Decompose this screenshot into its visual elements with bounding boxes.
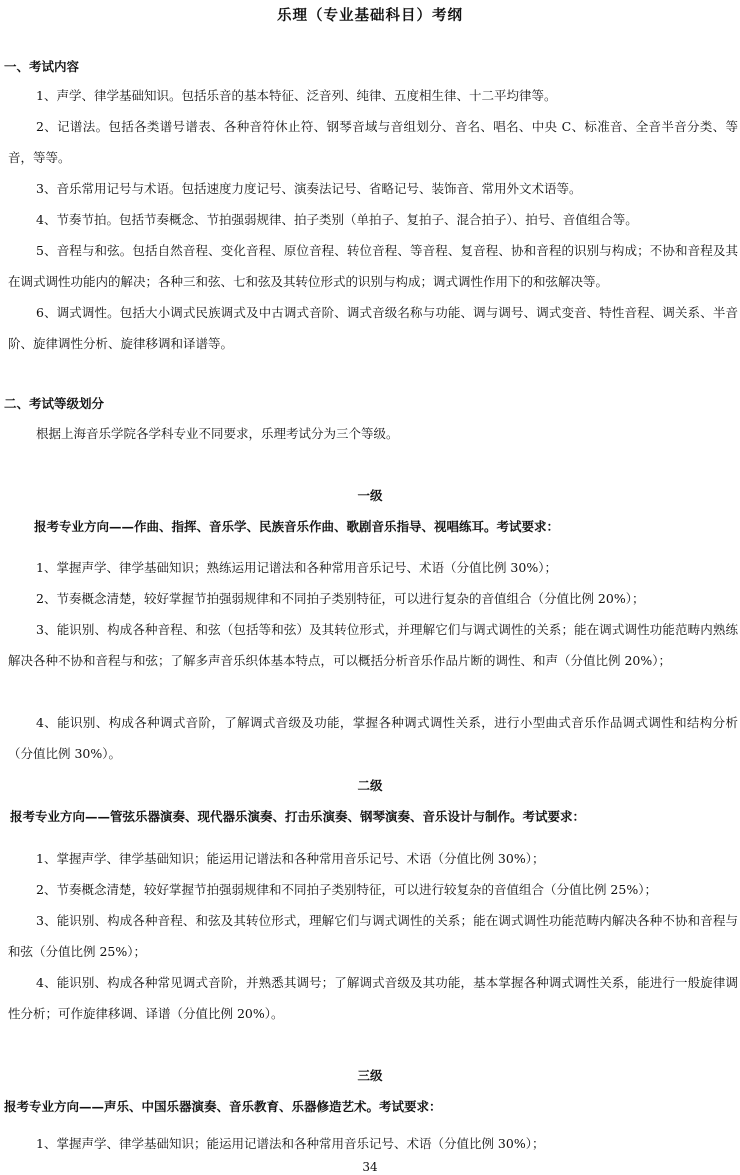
level-2-item-1: 1、掌握声学、律学基础知识；能运用记谱法和各种常用音乐记号、术语（分值比例 30%）； — [36, 851, 545, 866]
content-item-4: 4、节奏节拍。包括节奏概念、节拍强弱规律、拍子类别（单拍子、复拍子、混合拍子）、拍号、音值组合等。 — [36, 212, 638, 227]
level-1-item-4: 4、能识别、构成各种调式音阶，了解调式音级及功能，掌握各种调式调性关系，进行小型曲式音乐作品调式调性和结构分析（分值比例 30%）。 — [8, 715, 738, 761]
level-2-item-3: 3、能识别、构成各种音程、和弦及其转位形式，理解它们与调式调性的关系；能在调式调性功能范畴内解决各种不协和音程与和弦（分值比例 25%）； — [8, 913, 738, 959]
page-number: 34 — [362, 1160, 378, 1174]
levels-intro: 根据上海音乐学院各学科专业不同要求，乐理考试分为三个等级。 — [36, 426, 399, 441]
content-item-1: 1、声学、律学基础知识。包括乐音的基本特征、泛音列、纯律、五度相生律、十二平均律等。 — [36, 88, 557, 103]
section-heading-levels: 二、考试等级划分 — [4, 396, 105, 411]
level-1-item-1: 1、掌握声学、律学基础知识；熟练运用记谱法和各种常用音乐记号、术语（分值比例 30%）； — [36, 560, 557, 575]
level-1-item-3: 3、能识别、构成各种音程、和弦（包括等和弦）及其转位形式，并理解它们与调式调性的关系；能在调式调性功能范畴内熟练解决各种不协和音程与和弦；了解多声音乐织体基本特点，可以概括分析音乐作品片断的调性、和声（分值比例 20%）； — [8, 622, 738, 668]
level-1-heading: 一级 — [357, 488, 383, 503]
page-title: 乐理（专业基础科目）考纲 — [277, 7, 463, 24]
content-item-5: 5、音程与和弦。包括自然音程、变化音程、原位音程、转位音程、等音程、复音程、协和音程的识别与构成；不协和音程及其在调式调性功能内的解决；各种三和弦、七和弦及其转位形式的识别与构成；调式调性作用下的和弦解决等。 — [8, 243, 738, 289]
content-item-2: 2、记谱法。包括各类谱号谱表、各种音符休止符、钢琴音域与音组划分、音名、唱名、中央 C、标准音、全音半音分类、等音，等等。 — [8, 119, 738, 165]
level-3-direction: 报考专业方向——声乐、中国乐器演奏、音乐教育、乐器修造艺术。考试要求： — [4, 1099, 442, 1114]
level-2-item-4: 4、能识别、构成各种常见调式音阶，并熟悉其调号；了解调式音级及其功能，基本掌握各种调式调性关系，能进行一般旋律调性分析；可作旋律移调、译谱（分值比例 20%）。 — [8, 975, 738, 1021]
content-item-3: 3、音乐常用记号与术语。包括速度力度记号、演奏法记号、省略记号、装饰音、常用外文术语等。 — [36, 181, 582, 196]
level-2-item-2: 2、节奏概念清楚，较好掌握节拍强弱规律和不同拍子类别特征，可以进行较复杂的音值组合（分值比例 25%）； — [36, 882, 657, 897]
level-1-direction: 报考专业方向——作曲、指挥、音乐学、民族音乐作曲、歌剧音乐指导、视唱练耳。考试要求： — [34, 519, 560, 534]
section-heading-content: 一、考试内容 — [4, 59, 80, 74]
level-3-item-1: 1、掌握声学、律学基础知识；能运用记谱法和各种常用音乐记号、术语（分值比例 30%）； — [36, 1136, 545, 1151]
level-1-item-2: 2、节奏概念清楚，较好掌握节拍强弱规律和不同拍子类别特征，可以进行复杂的音值组合（分值比例 20%）； — [36, 591, 645, 606]
level-3-heading: 三级 — [357, 1068, 383, 1083]
level-2-direction: 报考专业方向——管弦乐器演奏、现代器乐演奏、打击乐演奏、钢琴演奏、音乐设计与制作。考试要求： — [10, 809, 586, 824]
level-2-heading: 二级 — [357, 778, 383, 793]
content-item-6: 6、调式调性。包括大小调式民族调式及中古调式音阶、调式音级名称与功能、调与调号、调式变音、特性音程、调关系、半音阶、旋律调性分析、旋律移调和译谱等。 — [8, 305, 738, 351]
